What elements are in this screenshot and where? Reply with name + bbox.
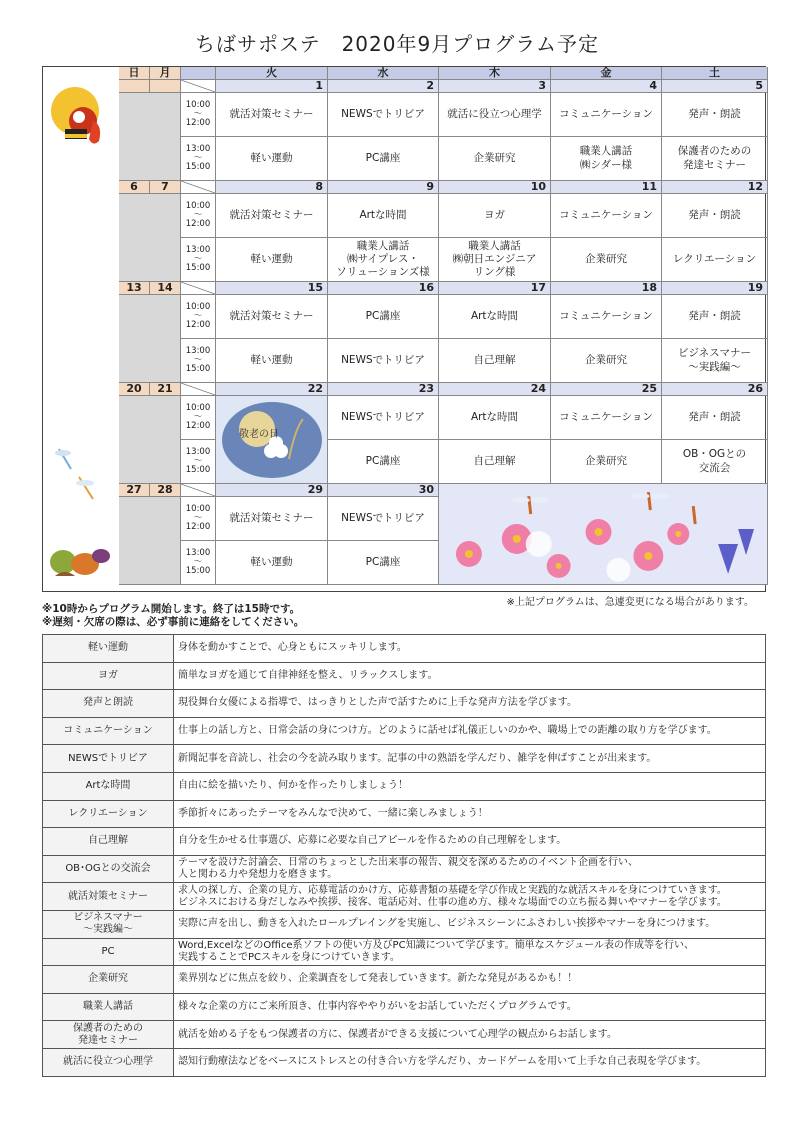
description-row: [43, 910, 766, 938]
date-cell: 22: [216, 383, 328, 396]
weekend-closed: [119, 194, 181, 282]
program-am[interactable]: 就活対策セミナー: [216, 194, 328, 238]
date-cell: 25: [551, 383, 662, 396]
program-name: 職業人講話: [43, 993, 174, 1021]
program-pm[interactable]: 企業研究: [551, 339, 662, 383]
date-cell: 30: [328, 484, 439, 497]
program-am[interactable]: コミュニケーション: [551, 295, 662, 339]
program-am[interactable]: PC講座: [328, 295, 439, 339]
program-pm[interactable]: 保護者のための 発達セミナー: [662, 137, 768, 181]
program-descriptions: [42, 634, 766, 1077]
cosmos-illustration: [439, 484, 768, 585]
note-start-time: ※10時からプログラム開始します。終了は15時です。: [42, 603, 301, 615]
program-am[interactable]: Artな時間: [439, 295, 551, 339]
program-name: レクリエーション: [43, 800, 174, 828]
program-description: 季節折々にあったテーマをみんなで決めて、一緒に楽しみましょう！: [174, 800, 766, 828]
time-pm: 13:00 〜 15:00: [181, 137, 216, 181]
week-sun-date: 13: [119, 282, 150, 295]
weekend-closed: [119, 93, 181, 181]
program-am[interactable]: NEWSでトリビア: [328, 497, 439, 541]
program-am[interactable]: Artな時間: [328, 194, 439, 238]
week-mon-date: 7: [150, 181, 181, 194]
time-am: 10:00 〜 12:00: [181, 497, 216, 541]
program-pm[interactable]: PC講座: [328, 541, 439, 585]
program-am[interactable]: NEWSでトリビア: [328, 93, 439, 137]
program-description: 就活を始める子をもつ保護者の方に、保護者ができる支援について心理学の観点からお話します。: [174, 1021, 766, 1049]
program-description: 現役舞台女優による指導で、はっきりとした声で話すために上手な発声方法を学びます。: [174, 690, 766, 718]
date-cell: 10: [439, 181, 551, 194]
week-sun-date: 27: [119, 484, 150, 497]
description-row: [43, 800, 766, 828]
weekend-closed: [119, 396, 181, 484]
page-title: ちばサポステ 2020年9月プログラム予定: [194, 32, 600, 56]
date-cell: 12: [662, 181, 768, 194]
program-name: NEWSでトリビア: [43, 745, 174, 773]
program-am[interactable]: 就活対策セミナー: [216, 93, 328, 137]
notes: [42, 603, 304, 629]
program-am[interactable]: 就活対策セミナー: [216, 295, 328, 339]
date-cell: 19: [662, 282, 768, 295]
date-cell: 26: [662, 383, 768, 396]
week-mon-date: 14: [150, 282, 181, 295]
note-absence: ※遅刻・欠席の際は、必ず事前に連絡をしてください。: [42, 616, 305, 628]
autumn-fruit-illustration: [45, 522, 115, 582]
program-description: 様々な企業の方にご来所頂き、仕事内容ややりがいをお話していただくプログラムです。: [174, 993, 766, 1021]
program-pm[interactable]: 軽い運動: [216, 137, 328, 181]
program-description: 身体を動かすことで、心身ともにスッキリします。: [174, 635, 766, 663]
description-row: [43, 690, 766, 718]
date-cell: 9: [328, 181, 439, 194]
program-name: 就活対策セミナー: [43, 883, 174, 911]
description-row: [43, 1048, 766, 1076]
header-fri: 金: [551, 67, 662, 80]
date-cell: 8: [216, 181, 328, 194]
program-name: 自己理解: [43, 828, 174, 856]
diagonal-divider: [181, 282, 216, 295]
program-description: 実際に声を出し、動きを入れたロールプレイングを実施し、ビジネスシーンにふさわしい挨拶やマナーを身につけます。: [174, 910, 766, 938]
holiday-label: 敬老の日: [238, 428, 279, 440]
program-pm[interactable]: 自己理解: [439, 339, 551, 383]
date-cell: 2: [328, 80, 439, 93]
program-pm[interactable]: NEWSでトリビア: [328, 339, 439, 383]
program-am[interactable]: 発声・朗読: [662, 194, 768, 238]
header-thu: 木: [439, 67, 551, 80]
header-sun: 日: [119, 67, 150, 80]
diagonal-divider: [181, 383, 216, 396]
program-pm[interactable]: 職業人講話 ㈱朝日エンジニア リング様: [439, 238, 551, 282]
date-cell: 18: [551, 282, 662, 295]
program-name: 企業研究: [43, 966, 174, 994]
program-description: 業界別などに焦点を絞り、企業調査をして発表していきます。新たな発見があるかも！！: [174, 966, 766, 994]
program-name: コミュニケーション: [43, 717, 174, 745]
program-pm[interactable]: 軽い運動: [216, 238, 328, 282]
program-am[interactable]: コミュニケーション: [551, 93, 662, 137]
time-pm: 13:00 〜 15:00: [181, 541, 216, 585]
description-row: [43, 993, 766, 1021]
program-pm[interactable]: ビジネスマナー 〜実践編〜: [662, 339, 768, 383]
program-am[interactable]: ヨガ: [439, 194, 551, 238]
weekend-closed: [119, 295, 181, 383]
week-mon-date: 28: [150, 484, 181, 497]
program-name: 軽い運動: [43, 635, 174, 663]
diagonal-divider: [181, 181, 216, 194]
program-am[interactable]: 就活に役立つ心理学: [439, 93, 551, 137]
description-row: [43, 717, 766, 745]
description-row: [43, 966, 766, 994]
description-row: [43, 772, 766, 800]
holiday-cell: [216, 396, 328, 484]
header-time-blank: [181, 67, 216, 80]
program-name: 発声と朗読: [43, 690, 174, 718]
week-sun-date: 20: [119, 383, 150, 396]
program-description: 自由に絵を描いたり、何かを作ったりしましょう！: [174, 772, 766, 800]
program-name: Artな時間: [43, 772, 174, 800]
date-cell: 4: [551, 80, 662, 93]
description-row: [43, 635, 766, 663]
description-row: [43, 828, 766, 856]
program-description: 認知行動療法などをベースにストレスとの付き合い方を学んだり、カードゲームを用いて上手な自己表現を学びます。: [174, 1048, 766, 1076]
header-tue: 火: [216, 67, 328, 80]
diagonal-divider: [181, 80, 216, 93]
date-cell: 11: [551, 181, 662, 194]
description-row: [43, 883, 766, 911]
program-name: PC: [43, 938, 174, 966]
date-cell: 1: [216, 80, 328, 93]
week-mon-date: 21: [150, 383, 181, 396]
program-name: ビジネスマナー 〜実践編〜: [43, 910, 174, 938]
program-pm[interactable]: 企業研究: [551, 238, 662, 282]
time-pm: 13:00 〜 15:00: [181, 440, 216, 484]
program-description: 自分を生かせる仕事選び、応募に必要な自己アピールを作るための自己理解をします。: [174, 828, 766, 856]
program-pm[interactable]: 軽い運動: [216, 541, 328, 585]
program-name: 就活に役立つ心理学: [43, 1048, 174, 1076]
header-mon: 月: [150, 67, 181, 80]
description-row: [43, 855, 766, 883]
program-name: ヨガ: [43, 662, 174, 690]
program-pm[interactable]: 企業研究: [551, 440, 662, 484]
date-cell: 15: [216, 282, 328, 295]
header-sat: 土: [662, 67, 768, 80]
program-description: 簡単なヨガを通じて自律神経を整え、リラックスします。: [174, 662, 766, 690]
diagonal-divider: [181, 484, 216, 497]
program-pm[interactable]: 軽い運動: [216, 339, 328, 383]
description-row: [43, 938, 766, 966]
time-am: 10:00 〜 12:00: [181, 194, 216, 238]
description-row: [43, 662, 766, 690]
program-am[interactable]: コミュニケーション: [551, 396, 662, 440]
week-mon-date: [150, 80, 181, 93]
decoration-column: [43, 67, 119, 591]
date-cell: 24: [439, 383, 551, 396]
description-row: [43, 745, 766, 773]
program-pm[interactable]: PC講座: [328, 440, 439, 484]
date-cell: 16: [328, 282, 439, 295]
program-pm[interactable]: 職業人講話 ㈱シダー様: [551, 137, 662, 181]
program-description: Word,ExcelなどのOffice系ソフトの使い方及びPC知識について学びます。簡単なスケジュール表の作成等を行い、 実践することでPCスキルを身につけていきます。: [174, 938, 766, 966]
time-pm: 13:00 〜 15:00: [181, 238, 216, 282]
dragonfly-illustration: [49, 439, 111, 509]
program-description: テーマを設けた討論会、日常のちょっとした出来事の報告、親交を深めるためのイベント企画を行い、 人と関わる力や発想力を磨きます。: [174, 855, 766, 883]
schedule-caveat: ※上記プログラムは、急遽変更になる場合があります。: [506, 597, 754, 608]
program-am[interactable]: 発声・朗読: [662, 93, 768, 137]
time-am: 10:00 〜 12:00: [181, 295, 216, 339]
program-description: 求人の探し方、企業の見方、応募電話のかけ方、応募書類の基礎を学び作成と実践的な就活スキルを身につけていきます。 ビジネスにおける身だしなみや挨拶、接客、電話応対、仕事の進め方、様々な場面での立ち振る舞いやマナーを学びます。: [174, 883, 766, 911]
date-cell: 29: [216, 484, 328, 497]
time-am: 10:00 〜 12:00: [181, 93, 216, 137]
program-name: OB･OGとの交流会: [43, 855, 174, 883]
program-pm[interactable]: OB・OGとの 交流会: [662, 440, 768, 484]
program-am[interactable]: Artな時間: [439, 396, 551, 440]
date-cell: 23: [328, 383, 439, 396]
program-pm[interactable]: PC講座: [328, 137, 439, 181]
program-am[interactable]: 発声・朗読: [662, 295, 768, 339]
week-sun-date: 6: [119, 181, 150, 194]
program-pm[interactable]: 自己理解: [439, 440, 551, 484]
program-am[interactable]: 発声・朗読: [662, 396, 768, 440]
program-pm[interactable]: 職業人講話 ㈱サイプレス・ ソリューションズ様: [328, 238, 439, 282]
date-cell: 17: [439, 282, 551, 295]
program-description: 新聞記事を音読し、社会の今を読み取ります。記事の中の熟語を学んだり、雑学を伸ばすことが出来ます。: [174, 745, 766, 773]
week-sun-date: [119, 80, 150, 93]
schedule-table: [42, 66, 766, 592]
program-am[interactable]: コミュニケーション: [551, 194, 662, 238]
cosmos-flowers-illustration: [439, 484, 767, 585]
program-description: 仕事上の話し方と、日常会話の身につけ方。どのように話せば礼儀正しいのかや、職場上での距離の取り方を学びます。: [174, 717, 766, 745]
time-pm: 13:00 〜 15:00: [181, 339, 216, 383]
program-am[interactable]: 就活対策セミナー: [216, 497, 328, 541]
time-am: 10:00 〜 12:00: [181, 396, 216, 440]
mascot-illustration: [49, 77, 111, 157]
program-pm[interactable]: レクリエーション: [662, 238, 768, 282]
weekend-closed: [119, 497, 181, 585]
program-pm[interactable]: 企業研究: [439, 137, 551, 181]
header-wed: 水: [328, 67, 439, 80]
program-name: 保護者のための 発達セミナー: [43, 1021, 174, 1049]
program-am[interactable]: NEWSでトリビア: [328, 396, 439, 440]
description-row: [43, 1021, 766, 1049]
date-cell: 3: [439, 80, 551, 93]
moon-viewing-illustration: [219, 399, 325, 481]
date-cell: 5: [662, 80, 768, 93]
